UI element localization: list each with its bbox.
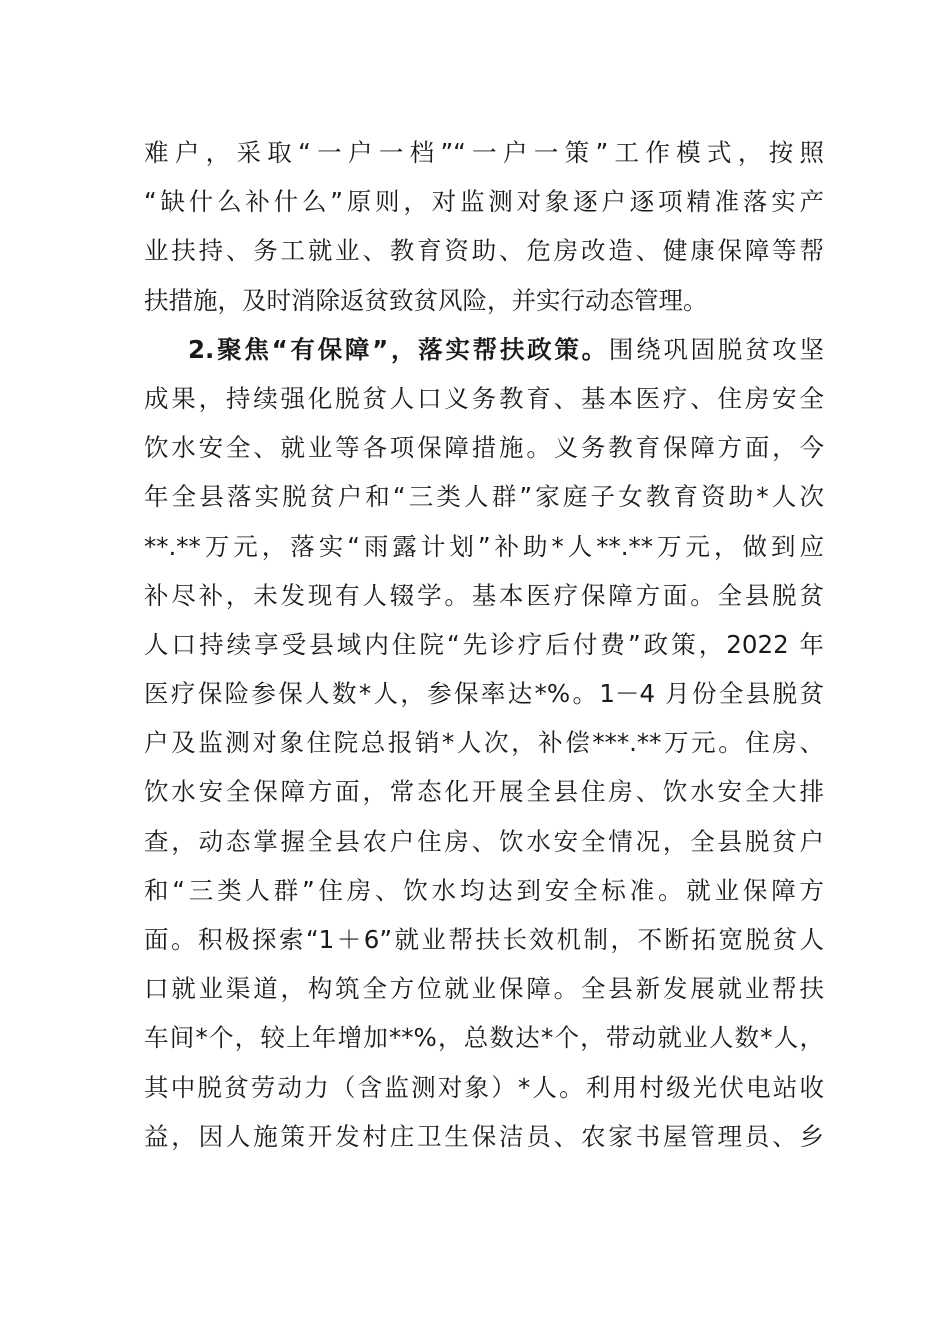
text-line: 医疗保险参保人数*人，参保率达*%。1－4 月份全县脱贫: [144, 679, 824, 709]
heading-line-rest: 围绕巩固脱贫攻坚: [608, 334, 824, 364]
text-line: 益，因人施策开发村庄卫生保洁员、农家书屋管理员、乡: [144, 1121, 824, 1151]
text-line: 年全县落实脱贫户和“三类人群”家庭子女教育资助*人次: [144, 482, 824, 512]
text-line: 车间*个，较上年增加**%，总数达*个，带动就业人数*人，: [144, 1023, 824, 1053]
text-line: 面。积极探索“1＋6”就业帮扶长效机制，不断拓宽脱贫人: [144, 925, 824, 954]
paragraph-1: [144, 128, 824, 325]
text-line: 查，动态掌握全县农户住房、饮水安全情况，全县脱贫户: [144, 826, 824, 856]
text-line: “缺什么补什么”原则，对监测对象逐户逐项精准落实产: [144, 187, 824, 217]
text-line: [144, 325, 824, 374]
paragraph-2: [144, 325, 824, 1161]
text-line: 难户，采取“一户一档”“一户一策”工作模式，按照: [144, 138, 824, 167]
text-line: 和“三类人群”住房、饮水均达到安全标准。就业保障方: [144, 875, 824, 905]
text-line: 口就业渠道，构筑全方位就业保障。全县新发展就业帮扶: [144, 974, 824, 1004]
text-line: **.**万元，落实“雨露计划”补助*人**.**万元，做到应: [144, 531, 824, 561]
section-heading: 2.聚焦“有保障”，落实帮扶政策。: [188, 334, 609, 364]
text-line: 饮水安全保障方面，常态化开展全县住房、饮水安全大排: [144, 777, 824, 807]
text-line: 业扶持、务工就业、教育资助、危房改造、健康保障等帮: [144, 236, 824, 266]
body-text: [144, 128, 824, 1161]
text-line: 户及监测对象住院总报销*人次，补偿***.**万元。住房、: [144, 728, 824, 758]
text-line: 饮水安全、就业等各项保障措施。义务教育保障方面，今: [144, 433, 824, 463]
text-line: 扶措施，及时消除返贫致贫风险，并实行动态管理。: [144, 285, 708, 315]
text-line: 其中脱贫劳动力（含监测对象）*人。利用村级光伏电站收: [144, 1072, 824, 1102]
text-line: 补尽补，未发现有人辍学。基本医疗保障方面。全县脱贫: [144, 580, 824, 610]
text-line: 人口持续享受县域内住院“先诊疗后付费”政策，2022 年: [144, 629, 824, 659]
text-line: 成果，持续强化脱贫人口义务教育、基本医疗、住房安全: [144, 383, 824, 413]
